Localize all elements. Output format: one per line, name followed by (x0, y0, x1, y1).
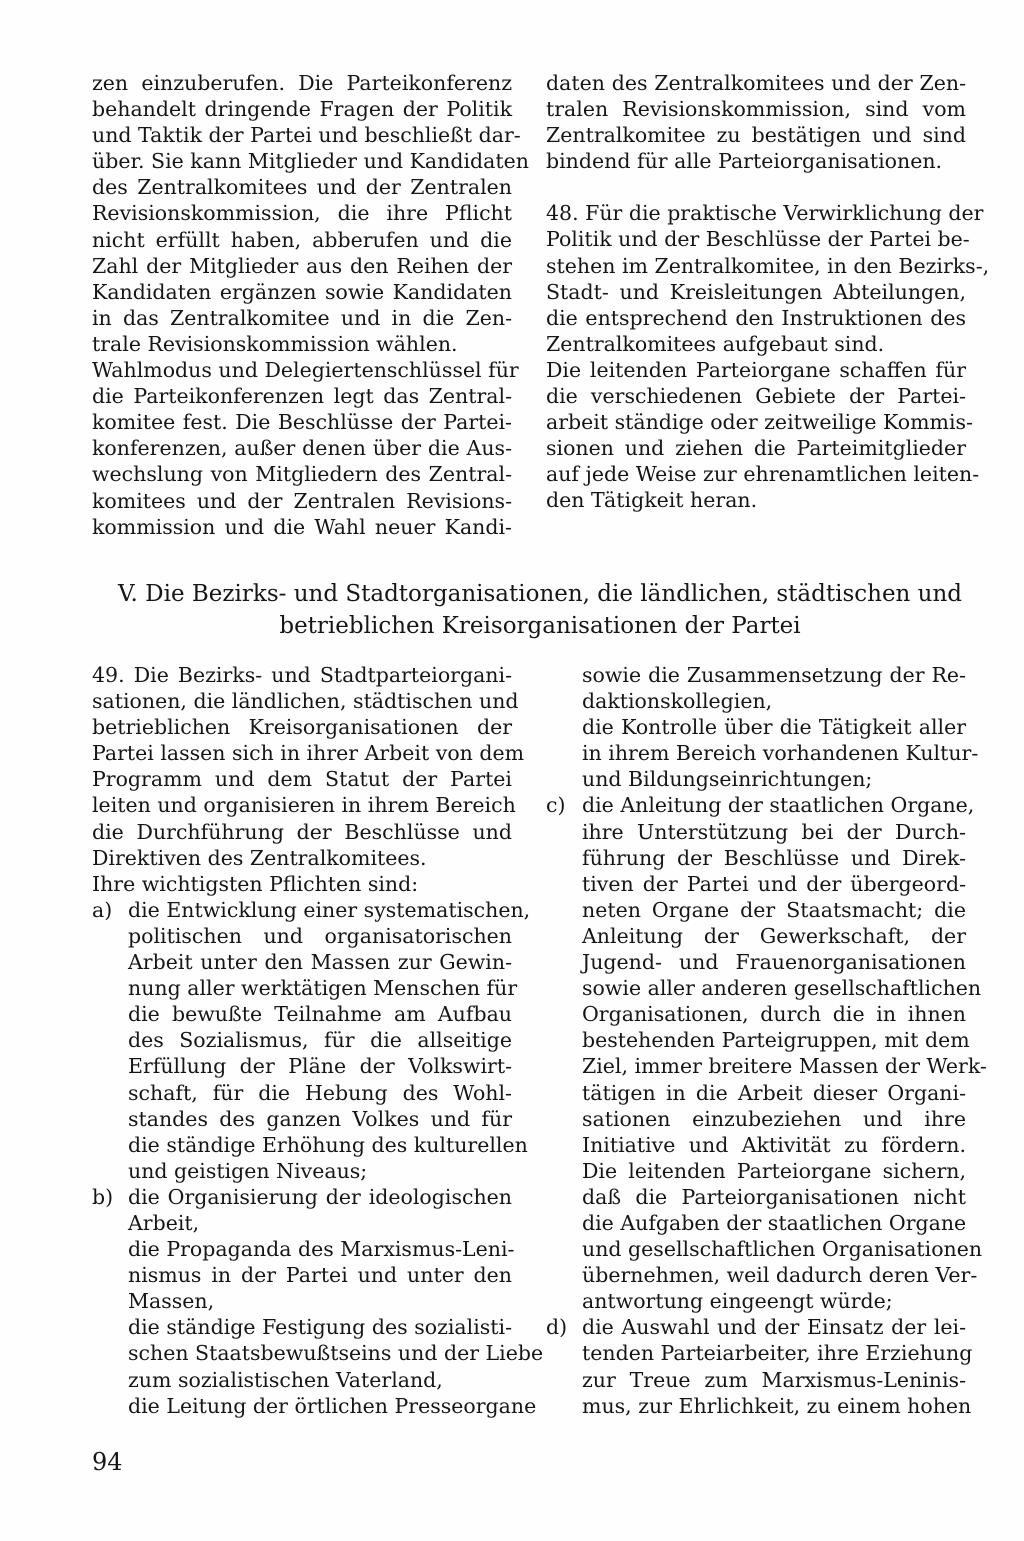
text-line: leiten und organisieren in ihrem Bereich (92, 793, 516, 818)
text-line: antwortung eingeengt würde; (582, 1289, 893, 1314)
text-line: sowie die Zusammensetzung der Re- (582, 663, 966, 687)
text-line: tralen Revisionskommission, sind vom (546, 97, 966, 122)
text-line: konferenzen, außer denen über die Aus- (92, 436, 512, 461)
text-line: des Zentralkomitees und der Zentralen (92, 175, 512, 200)
text-line: Zahl der Mitglieder aus den Reihen der (92, 253, 512, 278)
text-line: Ihre wichtigsten Pflichten sind: (92, 871, 419, 896)
text-line: neten Organe der Staatsmacht; die (582, 897, 966, 922)
text-line: die Parteikonferenzen legt das Zentral- (92, 384, 512, 409)
text-line: sionen und ziehen die Parteimitglieder (546, 436, 966, 461)
text-line: sowie aller anderen gesellschaftlichen (582, 976, 982, 1001)
text-line: Arbeit unter den Massen zur Gewin- (128, 950, 512, 975)
text-line: den Tätigkeit heran. (546, 488, 758, 513)
text-line: stehen im Zentralkomitee, in den Bezirks-, (546, 253, 990, 278)
text-line: zur Treue zum Marxismus-Leninis- (582, 1367, 966, 1392)
text-line: Jugend- und Frauenorganisationen (582, 950, 966, 975)
text-line: die ständige Erhöhung des kulturellen (128, 1132, 528, 1157)
page-number: 94 (92, 1448, 123, 1476)
text-line: die entsprechend den Instruktionen des (546, 305, 966, 330)
text-line: betrieblichen Kreisorganisationen der (92, 715, 512, 740)
text-line: Die leitenden Parteiorgane schaffen für (546, 357, 966, 382)
bottom-right-column (546, 662, 987, 1419)
text-line: die Auswahl und der Einsatz der lei- (582, 1315, 966, 1340)
text-line: behandelt dringende Fragen der Politik (92, 97, 512, 122)
heading-line-2: betrieblichen Kreisorganisationen der Partei (279, 613, 801, 639)
text-line: Anleitung der Gewerkschaft, der (582, 923, 966, 948)
text-line: bindend für alle Parteiorganisationen. (546, 149, 943, 174)
text-line: Die leitenden Parteiorgane sichern, (582, 1158, 966, 1183)
text-line: Ziel, immer breitere Massen der Werk- (582, 1054, 987, 1079)
text-line: die Durchführung der Beschlüsse und (92, 819, 512, 844)
list-item-b-continued (546, 662, 979, 792)
text-line: daten des Zentralkomitees und der Zen- (546, 71, 966, 95)
text-line: Zentralkomitee zu bestätigen und sind (546, 123, 966, 148)
text-line: Organisationen, durch die in ihnen (582, 1002, 966, 1027)
text-line: Stadt- und Kreisleitungen Abteilungen, (546, 279, 966, 304)
list-item-d (546, 1314, 973, 1418)
text-line: Partei lassen sich in ihrer Arbeit von dem (92, 741, 525, 766)
text-line: die Leitung der örtlichen Presseorgane (128, 1393, 537, 1418)
text-line: zum sozialistischen Vaterland, (128, 1367, 443, 1392)
text-line: die Anleitung der staatlichen Organe, (582, 793, 975, 818)
list-item-a (92, 897, 531, 1184)
text-line: standes des ganzen Volkes und für (128, 1106, 512, 1131)
text-line: nismus in der Partei und unter den (128, 1263, 512, 1288)
text-line: bestehenden Parteigruppen, mit dem (582, 1028, 970, 1053)
text-line: tätigen in die Arbeit dieser Organi- (582, 1080, 966, 1105)
text-line: komitees und der Zentralen Revisions- (92, 488, 512, 513)
text-line: nicht erfüllt haben, abberufen und die (92, 227, 512, 252)
text-line: die verschiedenen Gebiete der Partei- (546, 384, 966, 409)
text-line: schaft, für die Hebung des Wohl- (128, 1080, 512, 1105)
text-line: und geistigen Niveaus; (128, 1158, 368, 1183)
text-line: schen Staatsbewußtseins und der Liebe (128, 1341, 544, 1366)
list-item-c (546, 792, 987, 1314)
text-line: die Propaganda des Marxismus-Leni- (128, 1237, 515, 1262)
text-line: und Bildungseinrichtungen; (582, 767, 873, 792)
text-line: arbeit ständige oder zeitweilige Kommis- (546, 410, 973, 435)
text-line: sationen, die ländlichen, städtischen und (92, 689, 519, 714)
section-48-line: 48. Für die praktische Verwirklichung der (546, 201, 984, 226)
text-line: in das Zentralkomitee und in die Zen- (92, 305, 512, 330)
text-line: daß die Parteiorganisationen nicht (582, 1184, 966, 1209)
heading-line-1: V. Die Bezirks- und Stadtorganisationen, die ländlichen, städtischen und (117, 581, 963, 607)
text-line: übernehmen, weil dadurch deren Ver- (582, 1263, 978, 1288)
top-right-column (546, 70, 990, 514)
text-line: Arbeit, (128, 1210, 200, 1235)
text-line: Direktiven des Zentralkomitees. (92, 845, 427, 870)
text-line: tiven der Partei und der übergeord- (582, 871, 966, 896)
bottom-left-column (92, 662, 544, 1419)
section-heading (80, 578, 1000, 642)
text-line: die Kontrolle über die Tätigkeit aller (582, 715, 966, 740)
item-label: c) (546, 793, 566, 818)
text-line: in ihrem Bereich vorhandenen Kultur- (582, 741, 979, 766)
text-line: über. Sie kann Mitglieder und Kandidaten (92, 149, 529, 174)
text-line: nung aller werktätigen Menschen für (128, 976, 518, 1001)
text-line: die bewußte Teilnahme am Aufbau (128, 1002, 512, 1027)
text-line: Initiative und Aktivität zu fördern. (582, 1132, 966, 1157)
text-line: Revisionskommission, die ihre Pflicht (92, 201, 512, 226)
text-line: und Taktik der Partei und beschließt dar- (92, 123, 521, 148)
text-line: Politik und der Beschlüsse der Partei be- (546, 227, 970, 252)
text-line: Zentralkomitees aufgebaut sind. (546, 331, 885, 356)
text-line: die ständige Festigung des sozialisti- (128, 1315, 512, 1340)
text-line: komitee fest. Die Beschlüsse der Partei- (92, 410, 512, 435)
text-line: politischen und organisatorischen (128, 923, 512, 948)
text-line: Massen, (128, 1289, 215, 1314)
text-line: zen einzuberufen. Die Parteikonferenz (92, 71, 512, 95)
text-line: auf jede Weise zur ehrenamtlichen leiten- (546, 462, 980, 487)
text-line: tenden Parteiarbeiter, ihre Erziehung (582, 1341, 973, 1366)
text-line: kommission und die Wahl neuer Kandi- (92, 514, 512, 539)
text-line: und gesellschaftlichen Organisationen (582, 1237, 983, 1262)
item-label: b) (92, 1184, 114, 1209)
text-line: Erfüllung der Pläne der Volkswirt- (128, 1054, 512, 1079)
list-item-b (92, 1184, 544, 1419)
text-line: die Aufgaben der staatlichen Organe (582, 1210, 967, 1235)
section-49-line: 49. Die Bezirks- und Stadtparteiorgani- (92, 663, 512, 687)
text-line: daktionskollegien, (582, 689, 773, 714)
item-label: a) (92, 897, 113, 922)
text-line: wechslung von Mitgliedern des Zentral- (92, 462, 512, 487)
text-line: sationen einzubeziehen und ihre (582, 1106, 966, 1131)
text-line: Wahlmodus und Delegiertenschlüssel für (92, 358, 519, 383)
text-line: Kandidaten ergänzen sowie Kandidaten (92, 279, 512, 304)
text-line: mus, zur Ehrlichkeit, zu einem hohen (582, 1393, 972, 1418)
text-line: ihre Unterstützung bei der Durch- (582, 819, 966, 844)
text-line: die Entwicklung einer systematischen, (128, 897, 531, 922)
text-line: trale Revisionskommission wählen. (92, 331, 458, 356)
text-line: die Organisierung der ideologischen (128, 1184, 512, 1209)
text-line: führung der Beschlüsse und Direk- (582, 845, 966, 870)
text-line: des Sozialismus, für die allseitige (128, 1028, 512, 1053)
item-label: d) (546, 1315, 568, 1340)
text-line: Programm und dem Statut der Partei (92, 767, 512, 792)
top-left-column (92, 70, 529, 540)
